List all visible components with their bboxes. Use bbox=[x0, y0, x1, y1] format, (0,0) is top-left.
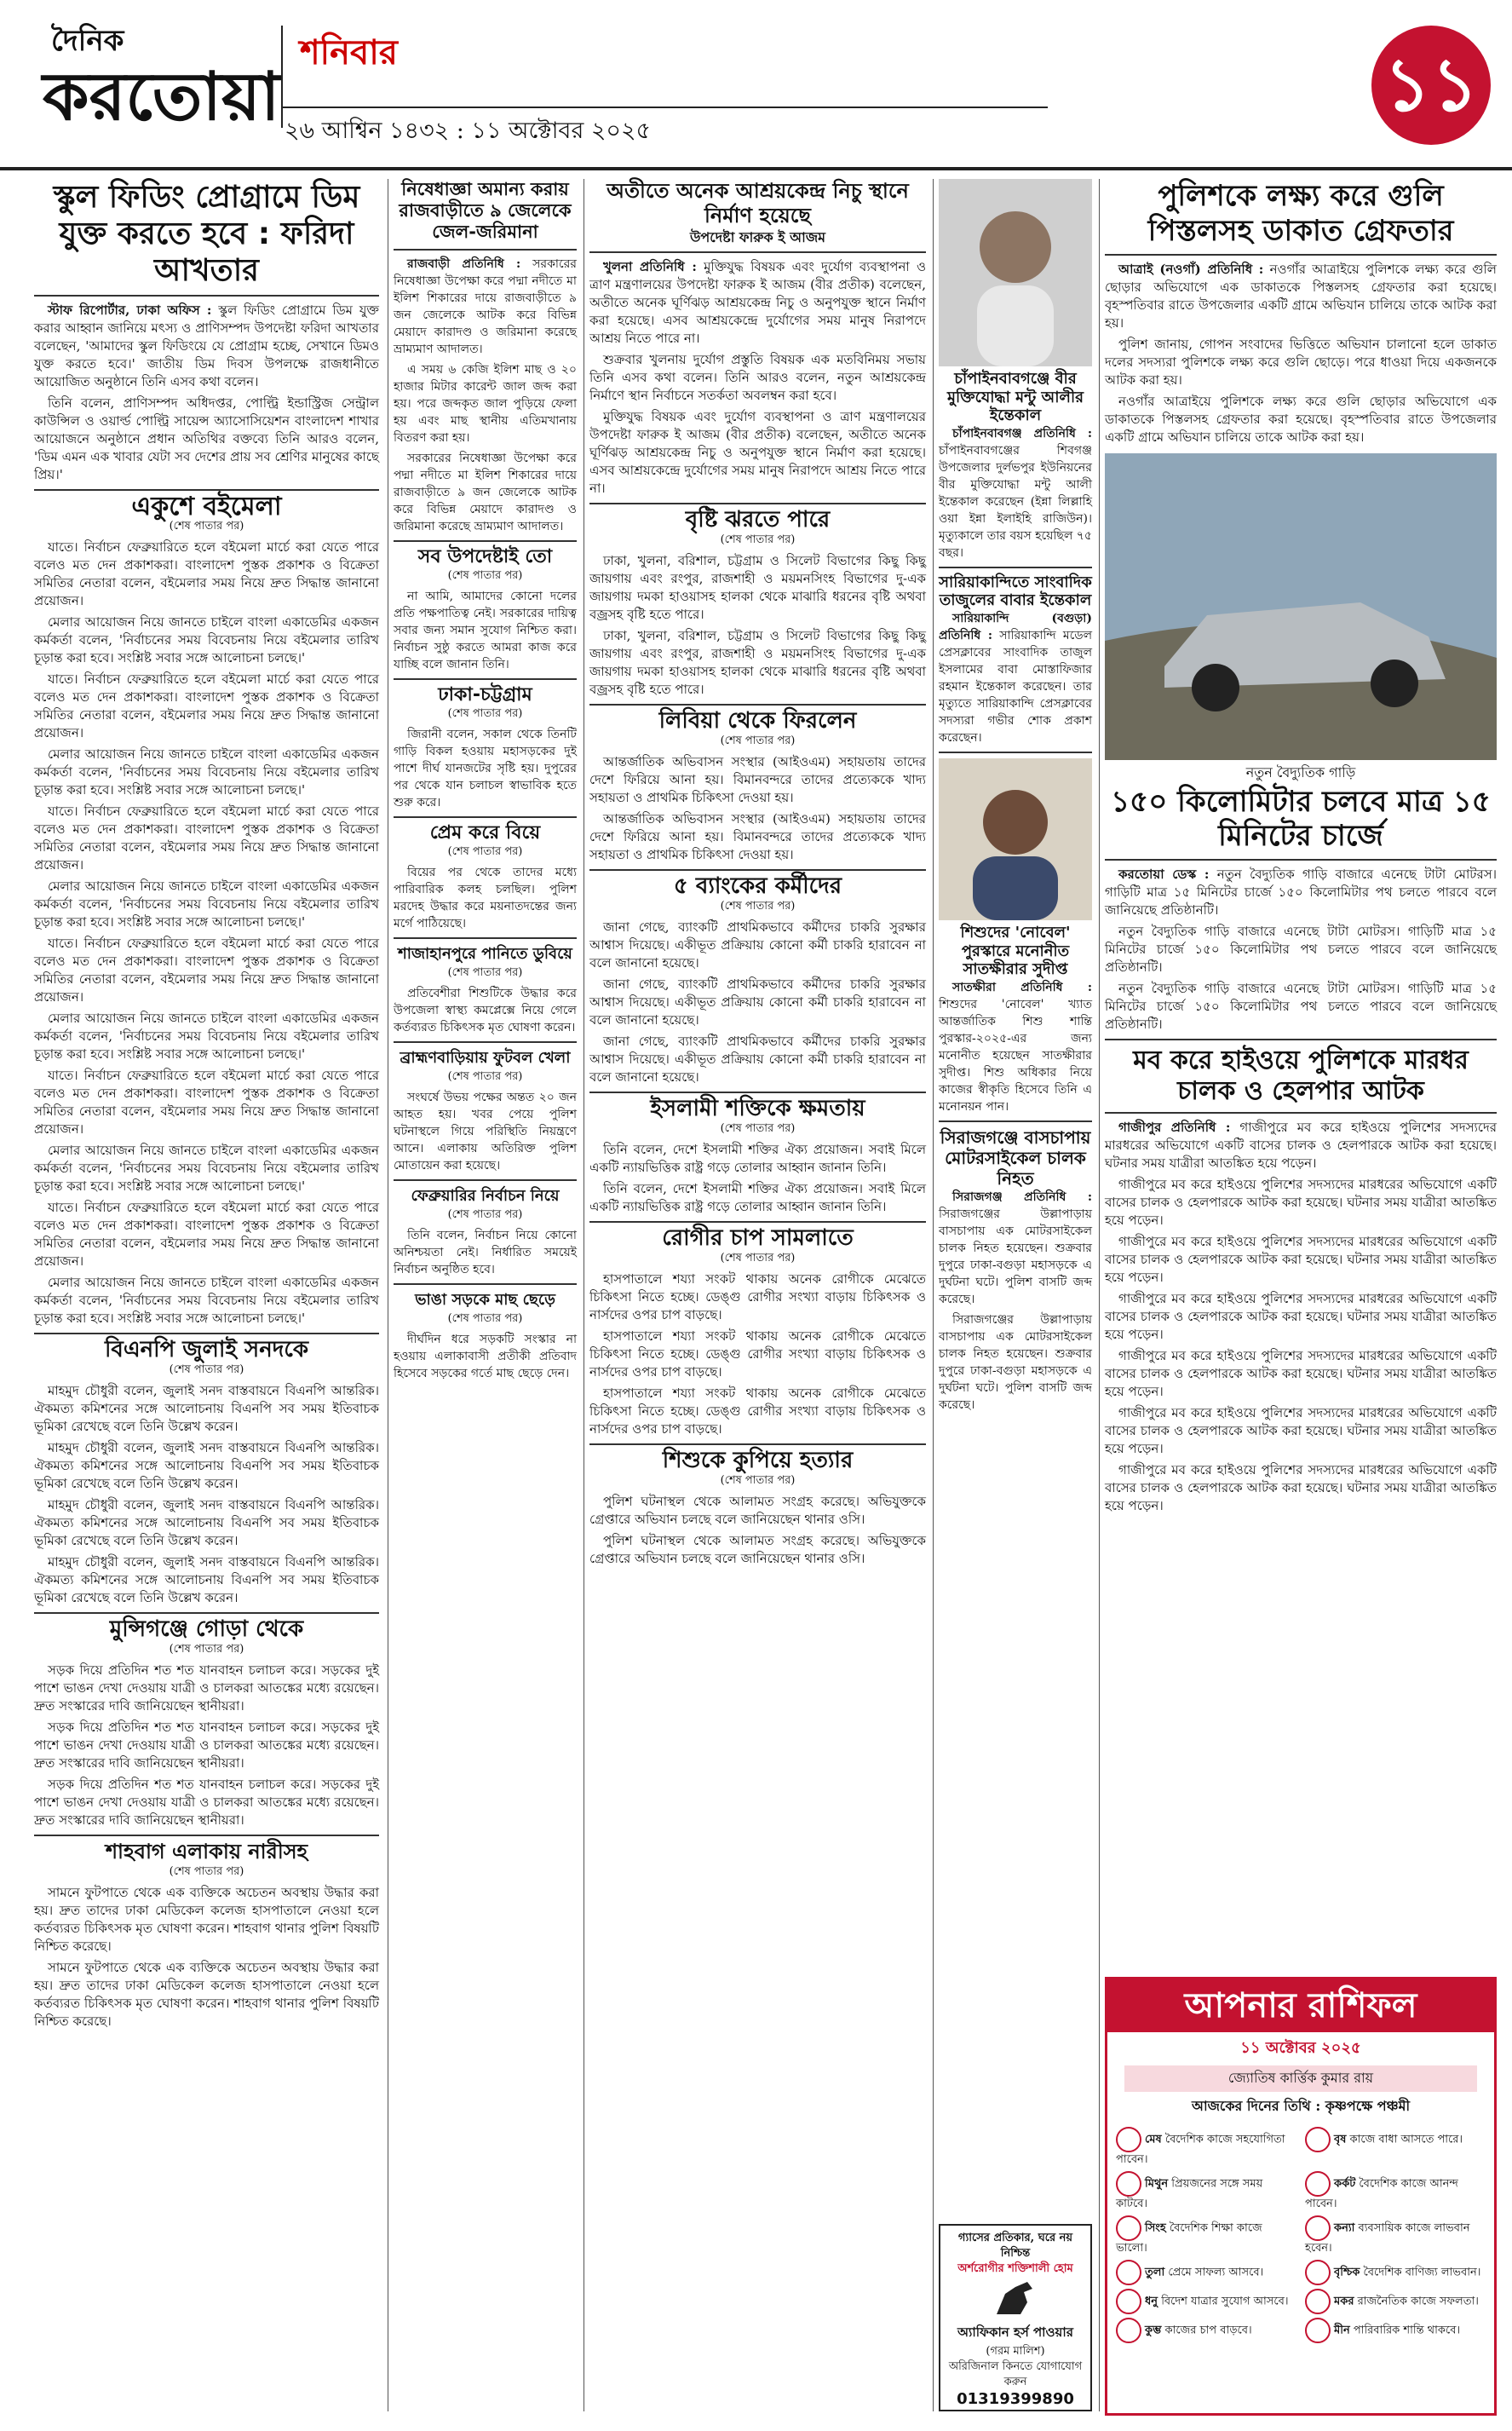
horoscope-sign bbox=[1116, 2289, 1296, 2314]
sign-text: বৈদেশিক বাণিজ্য লাভবান। bbox=[1363, 2266, 1481, 2279]
horoscope-sign bbox=[1305, 2127, 1486, 2168]
headline-shahbag: শাহবাগ এলাকায় নারীসহ bbox=[105, 1839, 308, 1864]
article-text: দীর্ঘদিন ধরে সড়কটি সংস্কার না হওয়ায় এলাকাবাসী প্রতীকী প্রতিবাদ হিসেবে সড়কের গর্তে মাছ ছেড়ে দেন। bbox=[394, 1332, 577, 1380]
sign-name: সিংহ bbox=[1145, 2221, 1166, 2235]
article-text: মাহমুদ চৌধুরী বলেন, জুলাই সনদ বাস্তবায়নে বিএনপি আন্তরিক। ঐকমত্য কমিশনের সঙ্গে আলোচনায় বিএনপি সব সময় ইতিবাচক ভূমিকা রেখেছে বলে তিনি উল্লেখ করেন। bbox=[34, 1439, 379, 1491]
headline-subtitle: উপদেষ্টা ফারুক ই আজম bbox=[689, 228, 826, 245]
horoscope-sign bbox=[1305, 2318, 1486, 2343]
article-text: জানা গেছে, ব্যাংকটি প্রাথমিকভাবে কর্মীদের চাকরি সুরক্ষার আশ্বাস দিয়েছে। একীভূত প্রক্রিয়ায় কোনো কর্মী চাকরি হারাবেন না বলে জানানো হয়েছে। bbox=[589, 919, 926, 971]
column-divider bbox=[933, 179, 934, 2411]
column-2 bbox=[394, 179, 577, 1385]
zodiac-icon bbox=[1116, 2215, 1141, 2241]
logo-top: দৈনিক bbox=[51, 24, 124, 58]
article-text: গাজীপুরে মব করে হাইওয়ে পুলিশের সদস্যদের মারধরের অভিযোগে একটি বাসের চালক ও হেলপারকে আটক করা হয়েছে। ঘটনার সময় যাত্রীরা আতঙ্কিত হয়ে পড়েন। bbox=[1105, 1234, 1497, 1286]
byline: চাঁপাইনবাবগঞ্জ প্রতিনিধি : bbox=[952, 426, 1092, 441]
article-text: ঢাকা, খুলনা, বরিশাল, চট্টগ্রাম ও সিলেট বিভাগের কিছু কিছু জায়গায় এবং রংপুর, রাজশাহী ও ময়মনসিংহ বিভাগের দু-এক জায়গায় দমকা হাওয়াসহ হালকা থেকে মাঝারি ধরনের বৃষ্টি অথবা বজ্রসহ বৃষ্টি হতে পারে। bbox=[589, 627, 926, 697]
byline: সারিয়াকান্দি (বগুড়া) প্রতিনিধি : bbox=[939, 611, 1092, 642]
sign-name: বৃশ্চিক bbox=[1334, 2266, 1360, 2279]
sign-text: বৈদেশিক কাজে সহযোগিতা পাবেন। bbox=[1116, 2133, 1285, 2166]
sign-name: কুম্ভ bbox=[1145, 2324, 1162, 2337]
horoscope-date: ১১ অক্টোবর ২০২৫ bbox=[1240, 2039, 1361, 2057]
headline-book-fair: একুশে বইমেলা bbox=[131, 491, 282, 521]
article-text: মেলার আয়োজন নিয়ে জানতে চাইলে বাংলা একাডেমির একজন কর্মকর্তা বলেন, 'নির্বাচনের সময় বিবেচনায় নিয়ে বইমেলার তারিখ চূড়ান্ত করা হবে। সংশ্লিষ্ট সবার সঙ্গে আলোচনা চলছে।' bbox=[34, 746, 379, 798]
headline-rain: বৃষ্টি ঝরতে পারে bbox=[685, 506, 831, 533]
article-text: মেলার আয়োজন নিয়ে জানতে চাইলে বাংলা একাডেমির একজন কর্মকর্তা বলেন, 'নির্বাচনের সময় বিবেচনায় নিয়ে বইমেলার তারিখ চূড়ান্ত করা হবে। সংশ্লিষ্ট সবার সঙ্গে আলোচনা চলছে।' bbox=[34, 1142, 379, 1194]
headline-child-murder: শিশুকে কুপিয়ে হত্যার bbox=[662, 1447, 854, 1473]
article-text: মাহমুদ চৌধুরী বলেন, জুলাই সনদ বাস্তবায়নে বিএনপি আন্তরিক। ঐকমত্য কমিশনের সঙ্গে আলোচনায় বিএনপি সব সময় ইতিবাচক ভূমিকা রেখেছে বলে তিনি উল্লেখ করেন। bbox=[34, 1382, 379, 1434]
sudipta-photo bbox=[939, 758, 1092, 920]
article-text: নতুন বৈদ্যুতিক গাড়ি বাজারে এনেছে টাটা মোটরস। গাড়িটি মাত্র ১৫ মিনিটের চার্জে ১৫০ কিলোমিটার পথ চলতে পারবে বলে জানিয়েছে প্রতিষ্ঠানটি। bbox=[1105, 924, 1497, 976]
car-icon bbox=[1105, 453, 1497, 760]
article-text: মেলার আয়োজন নিয়ে জানতে চাইলে বাংলা একাডেমির একজন কর্মকর্তা বলেন, 'নির্বাচনের সময় বিবেচনায় নিয়ে বইমেলার তারিখ চূড়ান্ত করা হবে। সংশ্লিষ্ট সবার সঙ্গে আলোচনা চলছে।' bbox=[34, 1274, 379, 1326]
article-text: আন্তর্জাতিক অভিবাসন সংস্থার (আইওএম) সহায়তায় তাদের দেশে ফিরিয়ে আনা হয়। বিমানবন্দরে তাদের প্রত্যেককে খাদ্য সহায়তা ও প্রাথমিক চিকিৎসা দেওয়া হয়। bbox=[589, 810, 926, 862]
horoscope-signs bbox=[1107, 2122, 1494, 2348]
article-text: নতুন বৈদ্যুতিক গাড়ি বাজারে এনেছে টাটা মোটরস। গাড়িটি মাত্র ১৫ মিনিটের চার্জে ১৫০ কিলোমিটার পথ চলতে পারবে বলে জানিয়েছে প্রতিষ্ঠানটি। bbox=[1105, 981, 1497, 1033]
sign-text: বিদেশ যাত্রার সুযোগ আসবে। bbox=[1161, 2295, 1289, 2308]
sign-text: বৈদেশিক কাজে আনন্দ পাবেন। bbox=[1305, 2177, 1458, 2210]
continuation-note: (শেষ পাতার পর) bbox=[169, 1864, 244, 1878]
continuation-note: (শেষ পাতার পর) bbox=[447, 965, 523, 979]
article-text: মেলার আয়োজন নিয়ে জানতে চাইলে বাংলা একাডেমির একজন কর্মকর্তা বলেন, 'নির্বাচনের সময় বিবেচনায় নিয়ে বইমেলার তারিখ চূড়ান্ত করা হবে। সংশ্লিষ্ট সবার সঙ্গে আলোচনা চলছে।' bbox=[34, 1010, 379, 1062]
sign-name: মীন bbox=[1334, 2324, 1350, 2337]
horse-power-ad bbox=[939, 2224, 1092, 2411]
byline: গাজীপুর প্রতিনিধি : bbox=[1118, 1120, 1231, 1136]
article-text: সরকারের নিষেধাজ্ঞা উপেক্ষা করে পদ্মা নদীতে মা ইলিশ শিকারের দায়ে রাজবাড়ীতে ৯ জন জেলেকে আটক করে বিভিন্ন মেয়াদে কারাদণ্ড ও জরিমানা করেছে ভ্রাম্যমাণ আদালত। bbox=[394, 451, 577, 533]
article-text: তিনি বলেন, প্রাণিসম্পদ অধিদপ্তর, পোল্ট্রি ইন্ডাস্ট্রিজ সেন্ট্রাল কাউন্সিল ও ওয়ার্ল্ড পোল্ট্রি সায়েন্স অ্যাসোসিয়েশন বাংলাদেশ শাখার আয়োজনে অনুষ্ঠানে প্রধান অতিথির বক্তব্যে তিনি আরও বলেন, 'ডিম এমন এক খাবার যেটা সব দেশের প্রায় সব শ্রেণির মানুষের কাছে প্রিয়।' bbox=[34, 395, 379, 482]
continuation-note: (শেষ পাতার পর) bbox=[447, 568, 523, 582]
headline-shelters: অতীতে অনেক আশ্রয়কেন্দ্র নিচু স্থানে নির্মাণ হয়েছে bbox=[607, 179, 909, 228]
continuation-note: (শেষ পাতার পর) bbox=[169, 1362, 244, 1376]
byline: আত্রাই (নওগাঁ) প্রতিনিধি : bbox=[1118, 261, 1264, 277]
article-text: গাজীপুরে মব করে হাইওয়ে পুলিশের সদস্যদের মারধরের অভিযোগে একটি বাসের চালক ও হেলপারকে আটক করা হয়েছে। ঘটনার সময় যাত্রীরা আতঙ্কিত হয়ে পড়েন। bbox=[1105, 1348, 1497, 1400]
article-text: হাসপাতালে শয্যা সংকট থাকায় অনেক রোগীকে মেঝেতে চিকিৎসা নিতে হচ্ছে। ডেঙ্গু রোগীর সংখ্যা বাড়ায় চিকিৎসক ও নার্সদের ওপর চাপ বাড়ছে। bbox=[589, 1270, 926, 1322]
photo-caption: নতুন বৈদ্যুতিক গাড়ি bbox=[1245, 763, 1356, 781]
byline: করতোয়া ডেস্ক : bbox=[1118, 867, 1210, 883]
article-text: সামনে ফুটপাতে থেকে এক ব্যক্তিকে অচেতন অবস্থায় উদ্ধার করা হয়। দ্রুত তাদের ঢাকা মেডিকেল কলেজ হাসপাতালে নেওয়া হলে কর্তব্যরত চিকিৎসক মৃত ঘোষণা করেন। শাহবাগ থানার পুলিশ বিষয়টি নিশ্চিত করেছে। bbox=[34, 1959, 379, 2029]
issue-dates: ২৬ আশ্বিন ১৪৩২ : ১১ অক্টোবর ২০২৫ bbox=[281, 107, 1048, 152]
horoscope-title: আপনার রাশিফল bbox=[1107, 1979, 1494, 2032]
sign-text: কাজের চাপ বাড়বে। bbox=[1164, 2324, 1252, 2337]
continuation-note: (শেষ পাতার পর) bbox=[720, 1121, 796, 1135]
article-text: যাতে। নির্বাচন ফেব্রুয়ারিতে হলে বইমেলা মার্চে করা যেতে পারে বলেও মত দেন প্রকাশকরা। বাংলাদেশ পুস্তক প্রকাশক ও বিক্রেতা সমিতির নেতারা বলেন, বইমেলার সময় নিয়ে দ্রুত সিদ্ধান্ত জানানো প্রয়োজন। bbox=[34, 1067, 379, 1137]
zodiac-icon bbox=[1305, 2318, 1331, 2343]
newspaper-logo bbox=[43, 19, 280, 135]
headline-broken-road: ভাঙা সড়কে মাছ ছেড়ে bbox=[415, 1290, 555, 1309]
ad-line: অর্শরোগীর শক্তিশালী হোম bbox=[957, 2262, 1073, 2275]
article-text: জানা গেছে, ব্যাংকটি প্রাথমিকভাবে কর্মীদের চাকরি সুরক্ষার আশ্বাস দিয়েছে। একীভূত প্রক্রিয়ায় কোনো কর্মী চাকরি হারাবেন না বলে জানানো হয়েছে। bbox=[589, 976, 926, 1028]
sign-name: বৃষ bbox=[1334, 2133, 1347, 2146]
article-text: সংঘর্ষে উভয় পক্ষের অন্তত ২০ জন আহত হয়। খবর পেয়ে পুলিশ ঘটনাস্থলে গিয়ে পরিস্থিতি নিয়ন্ত্রণে আনে। এলাকায় অতিরিক্ত পুলিশ মোতায়েন করা হয়েছে। bbox=[394, 1090, 577, 1172]
article-text: শুক্রবার খুলনায় দুর্যোগ প্রস্তুতি বিষয়ক এক মতবিনিময় সভায় তিনি এসব কথা বলেন। তিনি আরও বলেন, নতুন আশ্রয়কেন্দ্র নির্মাণে স্থান নির্বাচনে সতর্কতা অবলম্বন করা হবে। bbox=[589, 351, 926, 403]
sign-name: কর্কট bbox=[1334, 2177, 1356, 2191]
headline-islamic-force: ইসলামী শক্তিকে ক্ষমতায় bbox=[650, 1095, 865, 1121]
photo-caption: চাঁপাইনবাবগঞ্জে বীর মুক্তিযোদ্ধা মন্টু আলীর ইন্তেকাল bbox=[946, 370, 1084, 425]
horoscope-sign bbox=[1116, 2318, 1296, 2343]
article-text: শিশুদের 'নোবেল' খ্যাত আন্তর্জাতিক শিশু শান্তি পুরস্কার-২০২৫-এর জন্য মনোনীত হয়েছেন সাতক্ষীরার সুদীপ্ত। শিশু অধিকার নিয়ে কাজের স্বীকৃতি হিসেবে তিনি এ মনোনয়ন পান। bbox=[939, 997, 1092, 1114]
headline-munshiganj: মুন্সিগঞ্জে গোড়া থেকে bbox=[109, 1616, 304, 1642]
photo-caption: শিশুদের 'নোবেল' পুরস্কারে মনোনীত সাতক্ষীরার সুদীপ্ত bbox=[960, 923, 1071, 979]
byline: রাজবাড়ী প্রতিনিধি : bbox=[407, 256, 521, 271]
sign-name: মকর bbox=[1334, 2295, 1354, 2308]
article-text: পুলিশ ঘটনাস্থল থেকে আলামত সংগ্রহ করেছে। অভিযুক্তকে গ্রেপ্তারে অভিযান চলছে বলে জানিয়েছেন থানার ওসি। bbox=[589, 1493, 926, 1527]
article-text: চাঁপাইনবাবগঞ্জের শিবগঞ্জ উপজেলার দুর্লভপুর ইউনিয়নের বীর মুক্তিযোদ্ধা মন্টু আলী ইন্তেকাল করেছেন (ইন্না লিল্লাহি ওয়া ইন্না ইলাইহি রাজিউন)। মৃত্যুকালে তার বয়স হয়েছিল ৭৫ বছর। bbox=[939, 443, 1092, 560]
continuation-note: (শেষ পাতার পর) bbox=[720, 1251, 796, 1264]
sign-text: পারিবারিক শান্তি থাকবে। bbox=[1353, 2324, 1461, 2337]
sign-name: ধনু bbox=[1145, 2295, 1158, 2308]
horoscope-sign bbox=[1305, 2260, 1486, 2285]
article-text: আন্তর্জাতিক অভিবাসন সংস্থার (আইওএম) সহায়তায় তাদের দেশে ফিরিয়ে আনা হয়। বিমানবন্দরে তাদের প্রত্যেককে খাদ্য সহায়তা ও প্রাথমিক চিকিৎসা দেওয়া হয়। bbox=[589, 753, 926, 805]
article-text: না আমি, আমাদের কোনো দলের প্রতি পক্ষপাতিত্ব নেই। সরকারের দায়িত্ব সবার জন্য সমান সুযোগ নিশ্চিত করা। নির্বাচন সুষ্ঠু করতে আমরা কাজ করে যাচ্ছি বলে জানান তিনি। bbox=[394, 589, 577, 671]
continuation-note: (শেষ পাতার পর) bbox=[447, 1207, 523, 1221]
continuation-note: (শেষ পাতার পর) bbox=[720, 734, 796, 747]
ad-note: অরিজিনাল কিনতে যোগাযোগ করুন bbox=[948, 2360, 1083, 2388]
portrait-icon bbox=[939, 179, 1092, 366]
headline-sirajganj-accident: সিরাজগঞ্জে বাসচাপায় মোটরসাইকেল চালক নিহত bbox=[940, 1126, 1091, 1189]
headline-highway-police: মব করে হাইওয়ে পুলিশকে মারধর চালক ও হেলপার আটক bbox=[1133, 1046, 1469, 1107]
article-text: স্কুল ফিডিং প্রোগ্রামে ডিম যুক্ত করার আহ্বান জানিয়ে মৎস্য ও প্রাণিসম্পদ উপদেষ্টা ফরিদা আখতার বলেছেন, 'আমাদের স্কুল ফিডিংয়ে যে প্রোগ্রাম হচ্ছে, সেখানে ডিমও যুক্ত করতে হবে।' জাতীয় ডিম দিবস উপলক্ষে রাজধানীতে আয়োজিত অনুষ্ঠানে তিনি এসব কথা বলেন। bbox=[34, 302, 379, 389]
article-text: বিয়ের পর থেকে তাদের মধ্যে পারিবারিক কলহ চলছিল। পুলিশ মরদেহ উদ্ধার করে ময়নাতদন্তের জন্য মর্গে পাঠিয়েছে। bbox=[394, 865, 577, 930]
horoscope-sign bbox=[1305, 2215, 1486, 2256]
continuation-note: (শেষ পাতার পর) bbox=[447, 1311, 523, 1325]
headline-libya: লিবিয়া থেকে ফিরলেন bbox=[658, 707, 857, 734]
headline-robber-arrested: পুলিশকে লক্ষ্য করে গুলি পিস্তলসহ ডাকাত গ্রেফতার bbox=[1147, 179, 1454, 248]
article-text: সিরাজগঞ্জের উল্লাপাড়ায় বাসচাপায় এক মোটরসাইকেল চালক নিহত হয়েছেন। শুক্রবার দুপুরে ঢাকা-বগুড়া মহাসড়কে এ দুর্ঘটনা ঘটে। পুলিশ বাসটি জব্দ করেছে। bbox=[939, 1207, 1092, 1306]
horoscope-sign bbox=[1116, 2215, 1296, 2256]
article-text: সরকারের নিষেধাজ্ঞা উপেক্ষা করে পদ্মা নদীতে মা ইলিশ শিকারের দায়ে রাজবাড়ীতে ৯ জন জেলেকে আটক করে বিভিন্ন মেয়াদে কারাদণ্ড ও জরিমানা করেছে ভ্রাম্যমাণ আদালত। bbox=[394, 256, 578, 356]
article-text: প্রতিবেশীরা শিশুটিকে উদ্ধার করে উপজেলা স্বাস্থ্য কমপ্লেক্সে নিয়ে গেলে কর্তব্যরত চিকিৎসক মৃত ঘোষণা করেন। bbox=[394, 986, 577, 1034]
byline: সাতক্ষীরা প্রতিনিধি : bbox=[952, 980, 1092, 994]
article-text: হাসপাতালে শয্যা সংকট থাকায় অনেক রোগীকে মেঝেতে চিকিৎসা নিতে হচ্ছে। ডেঙ্গু রোগীর সংখ্যা বাড়ায় চিকিৎসক ও নার্সদের ওপর চাপ বাড়ছে। bbox=[589, 1328, 926, 1380]
article-text: মুক্তিযুদ্ধ বিষয়ক এবং দুর্যোগ ব্যবস্থাপনা ও ত্রাণ মন্ত্রণালয়ের উপদেষ্টা ফারুক ই আজম (বীর প্রতীক) বলেছেন, অতীতে অনেক ঘূর্ণিঝড় আশ্রয়কেন্দ্র নিচু ও অনুপযুক্ত স্থানে নির্মাণ করা হয়েছে। এসব আশ্রয়কেন্দ্রে দুর্যোগের সময় মানুষ নিরাপদে আশ্রয় নিতে পারে না। bbox=[589, 408, 926, 496]
article-text: তিনি বলেন, দেশে ইসলামী শক্তির ঐক্য প্রয়োজন। সবাই মিলে একটি ন্যায়ভিত্তিক রাষ্ট্র গড়ে তোলার আহ্বান জানান তিনি। bbox=[589, 1141, 926, 1175]
zodiac-icon bbox=[1116, 2289, 1141, 2314]
sign-text: কাজে বাধা আসতে পারে। bbox=[1349, 2133, 1463, 2146]
article-text: হাসপাতালে শয্যা সংকট থাকায় অনেক রোগীকে মেঝেতে চিকিৎসা নিতে হচ্ছে। ডেঙ্গু রোগীর সংখ্যা বাড়ায় চিকিৎসক ও নার্সদের ওপর চাপ বাড়ছে। bbox=[589, 1385, 926, 1437]
sign-text: বৈদেশিক শিক্ষা কাজে ভালো। bbox=[1116, 2221, 1262, 2255]
headline-five-banks: ৫ ব্যাংকের কর্মীদের bbox=[673, 873, 842, 899]
horoscope-author: জ্যোতিষ কার্ত্তিক কুমার রায় bbox=[1124, 2065, 1477, 2092]
continuation-note: (শেষ পাতার পর) bbox=[447, 1069, 523, 1083]
sign-text: ব্যবসায়িক কাজে লাভবান হবেন। bbox=[1305, 2221, 1470, 2255]
headline-bnp-july-charter: বিএনপি জুলাই সনদকে bbox=[104, 1336, 309, 1362]
electric-car-photo bbox=[1105, 453, 1497, 760]
zodiac-icon bbox=[1116, 2127, 1141, 2152]
column-divider bbox=[1099, 179, 1100, 2411]
article-text: নওগাঁর আত্রাইয়ে পুলিশকে লক্ষ্য করে গুলি ছোড়ার অভিযোগে এক ডাকাতকে পিস্তলসহ গ্রেফতার করা হয়েছে। বৃহস্পতিবার রাতে উপজেলার একটি গ্রামে অভিযান চালিয়ে তাকে আটক করা হয়। bbox=[1105, 261, 1497, 331]
article-text: সারিয়াকান্দি মডেল প্রেসক্লাবের সাংবাদিক তাজুল ইসলামের বাবা মোস্তাফিজার রহমান ইন্তেকাল করেছেন। তার মৃত্যুতে সারিয়াকান্দি প্রেসক্লাবের সদস্যরা গভীর শোক প্রকাশ করেছেন। bbox=[939, 628, 1093, 745]
article-text: সড়ক দিয়ে প্রতিদিন শত শত যানবাহন চলাচল করে। সড়কের দুই পাশে ভাঙন দেখা দেওয়ায় যাত্রী ও চালকরা আতঙ্কের মধ্যে রয়েছেন। দ্রুত সংস্কারের দাবি জানিয়েছেন স্থানীয়রা। bbox=[34, 1719, 379, 1771]
sign-text: প্রিয়জনের সঙ্গে সময় কাটবে। bbox=[1116, 2177, 1263, 2210]
article-text: নতুন বৈদ্যুতিক গাড়ি বাজারে এনেছে টাটা মোটরস। গাড়িটি মাত্র ১৫ মিনিটের চার্জে ১৫০ কিলোমিটার পথ চলতে পারবে বলে জানিয়েছে প্রতিষ্ঠানটি। bbox=[1105, 867, 1497, 919]
article-text: পুলিশ জানায়, গোপন সংবাদের ভিত্তিতে অভিযান চালানো হলে ডাকাত দলের সদস্যরা পুলিশকে লক্ষ্য করে গুলি ছোড়ে। পরে ধাওয়া দিয়ে একজনকে আটক করা হয়। bbox=[1105, 336, 1497, 388]
zodiac-icon bbox=[1305, 2127, 1331, 2152]
headline-feb-election: ফেব্রুয়ারির নির্বাচন নিয়ে bbox=[411, 1186, 560, 1205]
byline: খুলনা প্রতিনিধি : bbox=[603, 258, 697, 274]
article-text: জিরানী বলেন, সকাল থেকে তিনটি গাড়ি বিকল হওয়ায় মহাসড়কের দুই পাশে দীর্ঘ যানজটের সৃষ্টি হয়। দুপুরের পর থেকে যান চলাচল স্বাভাবিক হতে শুরু করে। bbox=[394, 727, 577, 809]
zodiac-icon bbox=[1305, 2289, 1331, 2314]
article-text: গাজীপুরে মব করে হাইওয়ে পুলিশের সদস্যদের মারধরের অভিযোগে একটি বাসের চালক ও হেলপারকে আটক করা হয়েছে। ঘটনার সময় যাত্রীরা আতঙ্কিত হয়ে পড়েন। bbox=[1105, 1462, 1497, 1514]
sign-text: প্রেমে সাফল্য আসবে। bbox=[1168, 2266, 1264, 2279]
article-text: মেলার আয়োজন নিয়ে জানতে চাইলে বাংলা একাডেমির একজন কর্মকর্তা বলেন, 'নির্বাচনের সময় বিবেচনায় নিয়ে বইমেলার তারিখ চূড়ান্ত করা হবে। সংশ্লিষ্ট সবার সঙ্গে আলোচনা চলছে।' bbox=[34, 614, 379, 665]
article-text: গাজীপুরে মব করে হাইওয়ে পুলিশের সদস্যদের মারধরের অভিযোগে একটি বাসের চালক ও হেলপারকে আটক করা হয়েছে। ঘটনার সময় যাত্রীরা আতঙ্কিত হয়ে পড়েন। bbox=[1105, 1177, 1497, 1229]
article-text: তিনি বলেন, দেশে ইসলামী শক্তির ঐক্য প্রয়োজন। সবাই মিলে একটি ন্যায়ভিত্তিক রাষ্ট্র গড়ে তোলার আহ্বান জানান তিনি। bbox=[589, 1180, 926, 1214]
ad-sub: (গরম মালিশ) bbox=[986, 2345, 1045, 2358]
headline-brahmanbaria: ব্রাহ্মণবাড়িয়ায় ফুটবল খেলা bbox=[400, 1048, 571, 1067]
article-text: গাজীপুরে মব করে হাইওয়ে পুলিশের সদস্যদের মারধরের অভিযোগে একটি বাসের চালক ও হেলপারকে আটক করা হয়েছে। ঘটনার সময় যাত্রীরা আতঙ্কিত হয়ে পড়েন। bbox=[1105, 1291, 1497, 1343]
article-text: মেলার আয়োজন নিয়ে জানতে চাইলে বাংলা একাডেমির একজন কর্মকর্তা বলেন, 'নির্বাচনের সময় বিবেচনায় নিয়ে বইমেলার তারিখ চূড়ান্ত করা হবে। সংশ্লিষ্ট সবার সঙ্গে আলোচনা চলছে।' bbox=[34, 878, 379, 930]
article-text: গাজীপুরে মব করে হাইওয়ে পুলিশের সদস্যদের মারধরের অভিযোগে একটি বাসের চালক ও হেলপারকে আটক করা হয়েছে। ঘটনার সময় যাত্রীরা আতঙ্কিত হয়ে পড়েন। bbox=[1105, 1120, 1497, 1172]
article-text: মাহমুদ চৌধুরী বলেন, জুলাই সনদ বাস্তবায়নে বিএনপি আন্তরিক। ঐকমত্য কমিশনের সঙ্গে আলোচনায় বিএনপি সব সময় ইতিবাচক ভূমিকা রেখেছে বলে তিনি উল্লেখ করেন। bbox=[34, 1553, 379, 1605]
horoscope-tithi: আজকের দিনের তিথি : কৃষ্ণপক্ষে পঞ্চমী bbox=[1191, 2098, 1411, 2114]
column-4 bbox=[939, 179, 1092, 1417]
zodiac-icon bbox=[1116, 2171, 1141, 2197]
sign-text: রাজনৈতিক কাজে সফলতা। bbox=[1357, 2295, 1479, 2308]
horse-icon bbox=[990, 2277, 1041, 2319]
weekday: শনিবার bbox=[300, 32, 398, 72]
horoscope-sign bbox=[1305, 2171, 1486, 2212]
article-text: সড়ক দিয়ে প্রতিদিন শত শত যানবাহন চলাচল করে। সড়কের দুই পাশে ভাঙন দেখা দেওয়ায় যাত্রী ও চালকরা আতঙ্কের মধ্যে রয়েছেন। দ্রুত সংস্কারের দাবি জানিয়েছেন স্থানীয়রা। bbox=[34, 1662, 379, 1714]
logo-main: করতোয়া bbox=[43, 59, 280, 135]
byline: স্টাফ রিপোর্টার, ঢাকা অফিস : bbox=[48, 302, 212, 318]
article-text: যাতে। নির্বাচন ফেব্রুয়ারিতে হলে বইমেলা মার্চে করা যেতে পারে বলেও মত দেন প্রকাশকরা। বাংলাদেশ পুস্তক প্রকাশক ও বিক্রেতা সমিতির নেতারা বলেন, বইমেলার সময় নিয়ে দ্রুত সিদ্ধান্ত জানানো প্রয়োজন। bbox=[34, 1199, 379, 1269]
continuation-note: (শেষ পাতার পর) bbox=[720, 533, 796, 546]
zodiac-icon bbox=[1305, 2171, 1331, 2197]
article-text: এ সময় ৬ কেজি ইলিশ মাছ ও ২০ হাজার মিটার কারেন্ট জাল জব্দ করা হয়। পরে জব্দকৃত জাল পুড়িয়ে ফেলা হয় এবং মাছ স্থানীয় এতিমখানায় বিতরণ করা হয়। bbox=[394, 362, 577, 445]
article-text: সামনে ফুটপাতে থেকে এক ব্যক্তিকে অচেতন অবস্থায় উদ্ধার করা হয়। দ্রুত তাদের ঢাকা মেডিকেল কলেজ হাসপাতালে নেওয়া হলে কর্তব্যরত চিকিৎসক মৃত ঘোষণা করেন। শাহবাগ থানার পুলিশ বিষয়টি নিশ্চিত করেছে। bbox=[34, 1884, 379, 1954]
headline-rajbari-fishermen: নিষেধাজ্ঞা অমান্য করায় রাজবাড়ীতে ৯ জেলেকে জেল-জরিমানা bbox=[399, 179, 572, 243]
article-text: যাতে। নির্বাচন ফেব্রুয়ারিতে হলে বইমেলা মার্চে করা যেতে পারে বলেও মত দেন প্রকাশকরা। বাংলাদেশ পুস্তক প্রকাশক ও বিক্রেতা সমিতির নেতারা বলেন, বইমেলার সময় নিয়ে দ্রুত সিদ্ধান্ত জানানো প্রয়োজন। bbox=[34, 935, 379, 1005]
horoscope-sign bbox=[1116, 2127, 1296, 2168]
article-text: সিরাজগঞ্জের উল্লাপাড়ায় বাসচাপায় এক মোটরসাইকেল চালক নিহত হয়েছেন। শুক্রবার দুপুরে ঢাকা-বগুড়া মহাসড়কে এ দুর্ঘটনা ঘটে। পুলিশ বাসটি জব্দ করেছে। bbox=[939, 1312, 1092, 1412]
headline-journalist-father: সারিয়াকান্দিতে সাংবাদিক তাজুলের বাবার ইন্তেকাল bbox=[939, 573, 1092, 610]
article-text: মুক্তিযুদ্ধ বিষয়ক এবং দুর্যোগ ব্যবস্থাপনা ও ত্রাণ মন্ত্রণালয়ের উপদেষ্টা ফারুক ই আজম (বীর প্রতীক) বলেছেন, অতীতে অনেক ঘূর্ণিঝড় আশ্রয়কেন্দ্র নিচু ও অনুপযুক্ত স্থানে নির্মাণ করা হয়েছে। এসব আশ্রয়কেন্দ্রে দুর্যোগের সময় মানুষ নিরাপদে আশ্রয় নিতে পারে না। bbox=[589, 258, 926, 346]
sign-name: মিথুন bbox=[1145, 2177, 1169, 2191]
horoscope-sign bbox=[1305, 2289, 1486, 2314]
sign-name: কন্যা bbox=[1334, 2221, 1355, 2235]
headline-egg-feeding: স্কুল ফিডিং প্রোগ্রামে ডিম যুক্ত করতে হবে : ফরিদা আখতার bbox=[53, 180, 360, 289]
article-text: মাহমুদ চৌধুরী বলেন, জুলাই সনদ বাস্তবায়নে বিএনপি আন্তরিক। ঐকমত্য কমিশনের সঙ্গে আলোচনায় বিএনপি সব সময় ইতিবাচক ভূমিকা রেখেছে বলে তিনি উল্লেখ করেন। bbox=[34, 1496, 379, 1548]
continuation-note: (শেষ পাতার পর) bbox=[720, 1473, 796, 1487]
ad-line: গ্যাসের প্রতিকার, ঘরে নয় নিশ্চিন্ত bbox=[957, 2232, 1073, 2260]
article-text: তিনি বলেন, নির্বাচন নিয়ে কোনো অনিশ্চয়তা নেই। নির্ধারিত সময়েই নির্বাচন অনুষ্ঠিত হবে। bbox=[394, 1228, 577, 1276]
column-1 bbox=[34, 179, 379, 2034]
headline-shajahanpur: শাজাহানপুরে পানিতে ডুবিয়ে bbox=[398, 944, 572, 963]
headline-advisers: সব উপদেষ্টাই তো bbox=[417, 545, 553, 567]
continuation-note: (শেষ পাতার পর) bbox=[447, 706, 523, 720]
continuation-note: (শেষ পাতার পর) bbox=[447, 844, 523, 858]
zodiac-icon bbox=[1116, 2318, 1141, 2343]
sign-name: মেষ bbox=[1145, 2133, 1162, 2146]
article-text: যাতে। নির্বাচন ফেব্রুয়ারিতে হলে বইমেলা মার্চে করা যেতে পারে বলেও মত দেন প্রকাশকরা। বাংলাদেশ পুস্তক প্রকাশক ও বিক্রেতা সমিতির নেতারা বলেন, বইমেলার সময় নিয়ে দ্রুত সিদ্ধান্ত জানানো প্রয়োজন। bbox=[34, 671, 379, 740]
continuation-note: (শেষ পাতার পর) bbox=[720, 899, 796, 913]
headline-dhaka-chattogram: ঢাকা-চট্টগ্রাম bbox=[438, 683, 532, 706]
byline: সিরাজগঞ্জ প্রতিনিধি : bbox=[952, 1190, 1092, 1204]
portrait-icon bbox=[939, 758, 1092, 920]
article-text: নওগাঁর আত্রাইয়ে পুলিশকে লক্ষ্য করে গুলি ছোড়ার অভিযোগে এক ডাকাতকে পিস্তলসহ গ্রেফতার করা হয়েছে। বৃহস্পতিবার রাতে উপজেলার একটি গ্রামে অভিযান চালিয়ে তাকে আটক করা হয়। bbox=[1105, 393, 1497, 445]
page-number-badge: ১১ bbox=[1371, 26, 1491, 145]
article-text: জানা গেছে, ব্যাংকটি প্রাথমিকভাবে কর্মীদের চাকরি সুরক্ষার আশ্বাস দিয়েছে। একীভূত প্রক্রিয়ায় কোনো কর্মী চাকরি হারাবেন না বলে জানানো হয়েছে। bbox=[589, 1033, 926, 1085]
article-text: ঢাকা, খুলনা, বরিশাল, চট্টগ্রাম ও সিলেট বিভাগের কিছু কিছু জায়গায় এবং রংপুর, রাজশাহী ও ময়মনসিংহ বিভাগের দু-এক জায়গায় দমকা হাওয়াসহ হালকা থেকে মাঝারি ধরনের বৃষ্টি অথবা বজ্রসহ বৃষ্টি হতে পারে। bbox=[589, 552, 926, 622]
headline-patient-pressure: রোগীর চাপ সামলাতে bbox=[662, 1224, 854, 1251]
column-5 bbox=[1105, 179, 1497, 1518]
headline-ev-charge: ১৫০ কিলোমিটার চলবে মাত্র ১৫ মিনিটের চার্জে bbox=[1111, 784, 1491, 854]
article-text: যাতে। নির্বাচন ফেব্রুয়ারিতে হলে বইমেলা মার্চে করা যেতে পারে বলেও মত দেন প্রকাশকরা। বাংলাদেশ পুস্তক প্রকাশক ও বিক্রেতা সমিতির নেতারা বলেন, বইমেলার সময় নিয়ে দ্রুত সিদ্ধান্ত জানানো প্রয়োজন। bbox=[34, 803, 379, 873]
zodiac-icon bbox=[1305, 2215, 1331, 2241]
horoscope-sign bbox=[1116, 2260, 1296, 2285]
ad-brand: অ্যাফিকান হর্স পাওয়ার bbox=[957, 2324, 1073, 2340]
horoscope-sign bbox=[1116, 2171, 1296, 2212]
masthead bbox=[0, 0, 1512, 170]
article-text: যাতে। নির্বাচন ফেব্রুয়ারিতে হলে বইমেলা মার্চে করা যেতে পারে বলেও মত দেন প্রকাশকরা। বাংলাদেশ পুস্তক প্রকাশক ও বিক্রেতা সমিতির নেতারা বলেন, বইমেলার সময় নিয়ে দ্রুত সিদ্ধান্ত জানানো প্রয়োজন। bbox=[34, 539, 379, 608]
continuation-note: (শেষ পাতার পর) bbox=[169, 519, 244, 533]
ad-phone: 01319399890 bbox=[957, 2390, 1074, 2408]
article-text: সড়ক দিয়ে প্রতিদিন শত শত যানবাহন চলাচল করে। সড়কের দুই পাশে ভাঙন দেখা দেওয়ায় যাত্রী ও চালকরা আতঙ্কের মধ্যে রয়েছেন। দ্রুত সংস্কারের দাবি জানিয়েছেন স্থানীয়রা। bbox=[34, 1776, 379, 1828]
zodiac-icon bbox=[1305, 2260, 1331, 2285]
column-3 bbox=[589, 179, 926, 1571]
sign-name: তুলা bbox=[1145, 2266, 1165, 2279]
article-text: গাজীপুরে মব করে হাইওয়ে পুলিশের সদস্যদের মারধরের অভিযোগে একটি বাসের চালক ও হেলপারকে আটক করা হয়েছে। ঘটনার সময় যাত্রীরা আতঙ্কিত হয়ে পড়েন। bbox=[1105, 1405, 1497, 1457]
horoscope-box bbox=[1105, 1977, 1497, 2416]
article-text: পুলিশ ঘটনাস্থল থেকে আলামত সংগ্রহ করেছে। অভিযুক্তকে গ্রেপ্তারে অভিযান চলছে বলে জানিয়েছেন থানার ওসি। bbox=[589, 1532, 926, 1566]
zodiac-icon bbox=[1116, 2260, 1141, 2285]
continuation-note: (শেষ পাতার পর) bbox=[169, 1642, 244, 1656]
freedom-fighter-photo bbox=[939, 179, 1092, 366]
headline-love-marriage: প্রেম করে বিয়ে bbox=[429, 821, 541, 844]
